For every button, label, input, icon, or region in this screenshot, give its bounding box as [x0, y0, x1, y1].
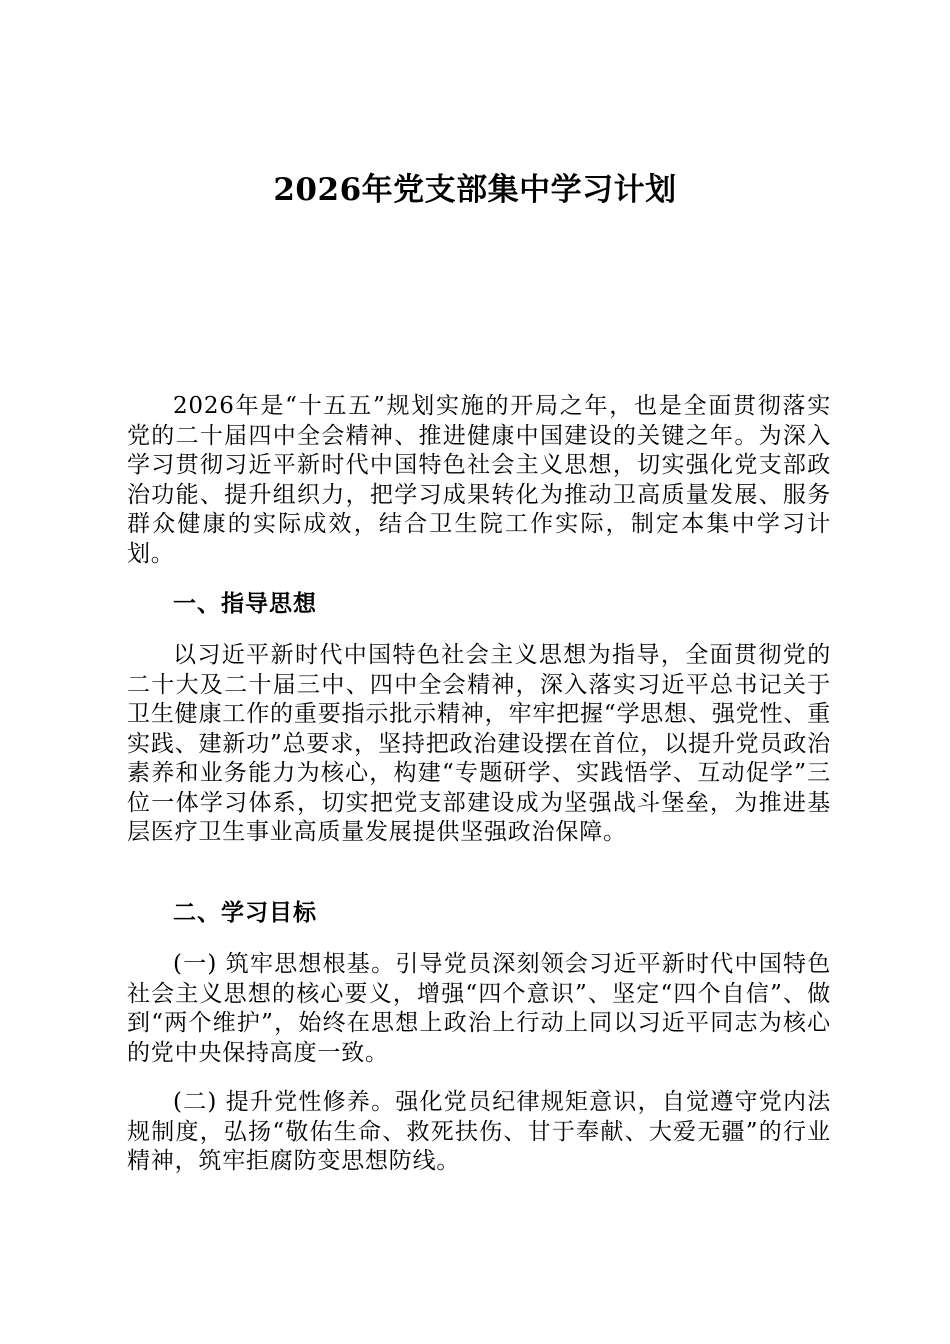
learning-goal-paragraph: (二) 提升党性修养。强化党员纪律规矩意识，自觉遵守党内法规制度，弘扬“敬佑生命、救死扶伤、甘于奉献、大爱无疆”的行业精神，筑牢拒腐防变思想防线。 — [127, 1089, 831, 1174]
section-heading-learning-goals: 二、学习目标 — [173, 899, 317, 926]
learning-goal-paragraph: (一) 筑牢思想根基。引导党员深刻领会习近平新时代中国特色社会主义思想的核心要义，增强“四个意识”、坚定“四个自信”、做到“两个维护”，始终在思想上政治上行动上同以习近平同志为核心的党中央保持高度一致。 — [127, 951, 831, 1066]
guiding-ideology-paragraph: 以习近平新时代中国特色社会主义思想为指导，全面贯彻党的二十大及二十届三中、四中全会精神，深入落实习近平总书记关于卫生健康工作的重要指示批示精神，牢牢把握“学思想、强党性、重实践、建新功”总要求，坚持把政治建设摆在首位，以提升党员政治素养和业务能力为核心，构建“专题研学、实践悟学、互动促学”三位一体学习体系，切实把党支部建设成为坚强战斗堡垒，为推进基层医疗卫生事业高质量发展提供坚强政治保障。 — [127, 642, 831, 845]
document-title: 2026年党支部集中学习计划 — [273, 172, 677, 208]
intro-paragraph: 2026年是“十五五”规划实施的开局之年，也是全面贯彻落实党的二十届四中全会精神、推进健康中国建设的关键之年。为深入学习贯彻习近平新时代中国特色社会主义思想，切实强化党支部政治功能、提升组织力，把学习成果转化为推动卫高质量发展、服务群众健康的实际成效，结合卫生院工作实际，制定本集中学习计划。 — [127, 393, 831, 567]
section-heading-guiding-ideology: 一、指导思想 — [173, 590, 317, 617]
